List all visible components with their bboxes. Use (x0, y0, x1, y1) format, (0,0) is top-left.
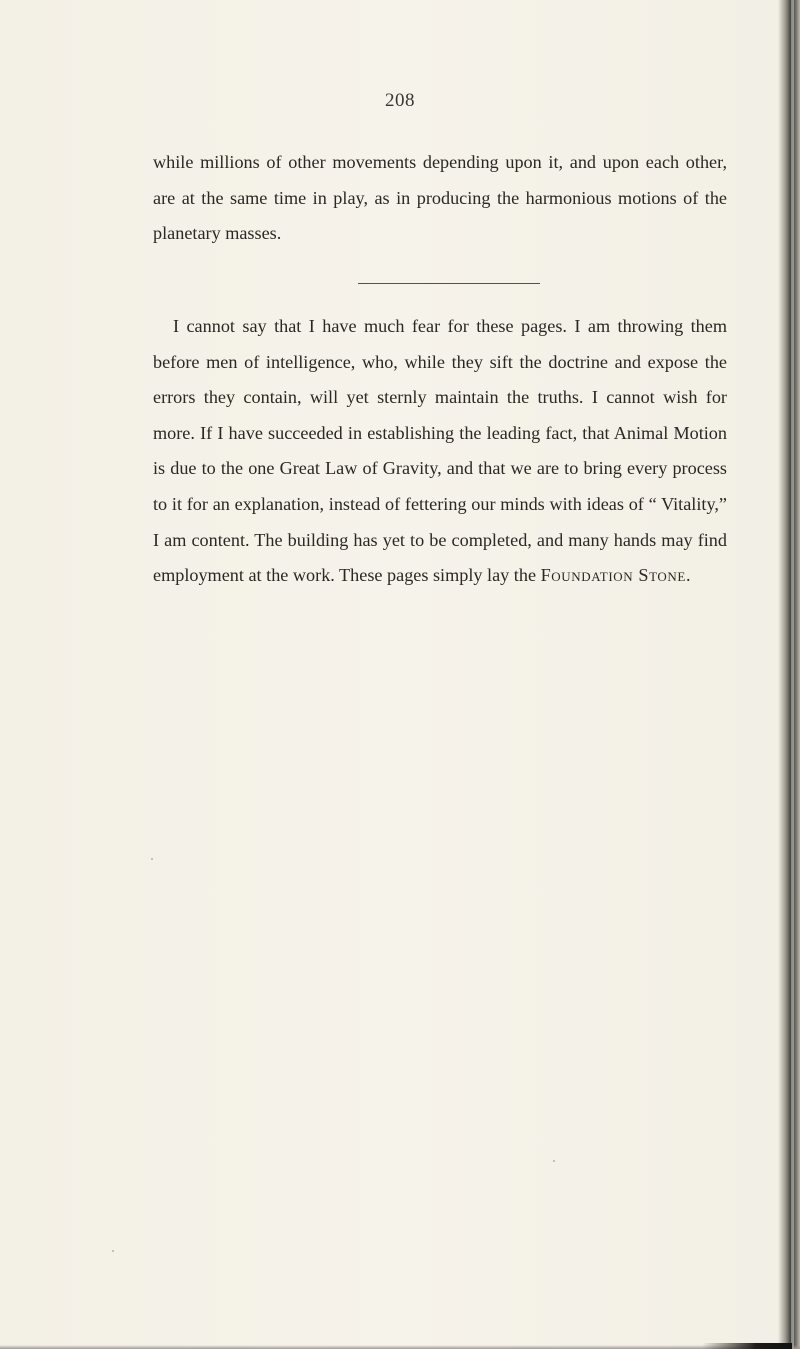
page-corner-shadow (702, 1343, 792, 1349)
paper-speck (112, 1250, 114, 1252)
paper-speck (553, 1160, 555, 1162)
page-bottom-edge (0, 1345, 800, 1349)
paragraph-continuation (153, 145, 727, 252)
page-binding-shadow (778, 0, 800, 1349)
page-binding-highlight (791, 0, 794, 1349)
paper-speck (151, 858, 153, 860)
paragraph-1-text: while millions of other movements depending upon it, and upon each other, are at the same time in play, as in producing the harmonious motions of the planetary masses. (153, 152, 727, 244)
page-number: 208 (385, 90, 415, 111)
paragraph-2-period: . (685, 565, 691, 586)
paragraph-2-text: I cannot say that I have much fear for these pages. I am throwing them before men of intelligence, who, while they sift the doctrine and expose the errors they contain, will yet sternly maintain the truths. I cannot wish for more. If I have succeeded in establishing the leading fact, that Animal Motion is due to the one Great Law of Gravity, and that we are to bring every process to it for an explanation, instead of fettering our minds with ideas of “ Vitality,” I am content. The building has yet to be completed, and many hands may find employment at the work. These pages simply lay the (153, 316, 727, 586)
section-divider-rule (358, 283, 540, 284)
paragraph-closing (153, 309, 727, 594)
foundation-stone-smallcaps: Foundation Stone (540, 565, 686, 586)
